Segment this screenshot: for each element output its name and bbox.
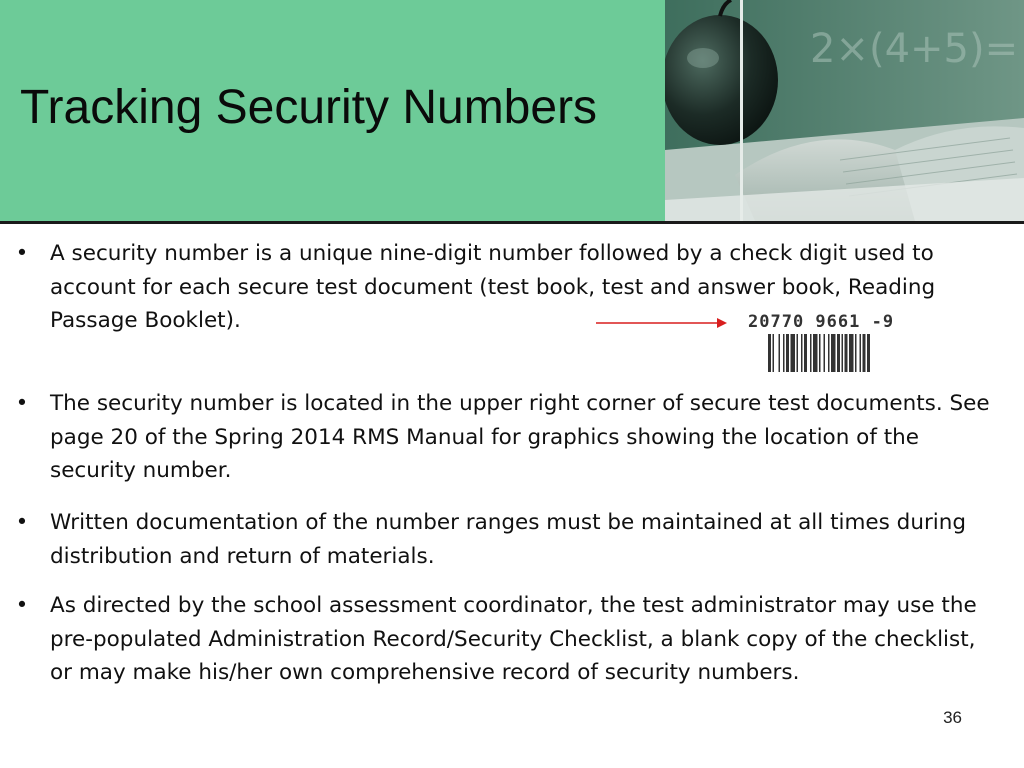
bullet-text: As directed by the school assessment coordinator, the test administrator may use the pre-populated Administration Record/Security Checklist, a blank copy of the checklist, or may make his/her own comprehensive record of security numbers. bbox=[50, 593, 977, 685]
barcode-bar bbox=[867, 334, 870, 372]
bullet-item-2 bbox=[15, 387, 990, 488]
bullet-item-3 bbox=[15, 506, 990, 573]
barcode-bar bbox=[828, 334, 830, 372]
bullet-text: The security number is located in the upper right corner of secure test documents. See page 20 of the Spring 2014 RMS Manual for graphics showing the location of the security number. bbox=[50, 391, 990, 483]
barcode-bar bbox=[863, 334, 866, 372]
barcode-bar bbox=[768, 334, 771, 372]
barcode-bar bbox=[860, 334, 862, 372]
barcode-bar bbox=[831, 334, 836, 372]
bullet-marker: • bbox=[15, 510, 29, 535]
svg-text:2×(4+5)=: 2×(4+5)= bbox=[810, 26, 1019, 72]
barcode-bar bbox=[773, 334, 775, 372]
barcode-bar bbox=[810, 334, 812, 372]
barcode-bar bbox=[819, 334, 821, 372]
barcode-bar bbox=[849, 334, 854, 372]
slide-title: Tracking Security Numbers bbox=[20, 81, 598, 134]
barcode-bar bbox=[813, 334, 818, 372]
page-number: 36 bbox=[943, 708, 962, 727]
bullet-marker: • bbox=[15, 593, 29, 618]
barcode-bars-graphic bbox=[768, 334, 910, 372]
bullet-marker: • bbox=[15, 241, 29, 266]
barcode-bar bbox=[797, 334, 799, 372]
barcode-bar bbox=[791, 334, 796, 372]
barcode-bar bbox=[801, 334, 803, 372]
arrow-right-icon bbox=[596, 315, 728, 331]
security-number-text: 20770 9661 -9 bbox=[748, 312, 895, 332]
bullet-text: A security number is a unique nine-digit number followed by a check digit used to account for each secure test document (test book, test and answer book, Reading Passage Booklet). bbox=[50, 241, 936, 333]
security-number-barcode bbox=[748, 312, 938, 374]
barcode-bar bbox=[842, 334, 844, 372]
barcode-bar bbox=[845, 334, 848, 372]
barcode-bar bbox=[779, 334, 781, 372]
barcode-bar bbox=[783, 334, 785, 372]
barcode-bar bbox=[824, 334, 826, 372]
bullet-text: Written documentation of the number ranges must be maintained at all times during distribution and return of materials. bbox=[50, 510, 967, 569]
barcode-bar bbox=[855, 334, 857, 372]
barcode-bar bbox=[804, 334, 807, 372]
barcode-bar bbox=[837, 334, 840, 372]
bullet-item-4 bbox=[15, 589, 990, 690]
bullet-marker: • bbox=[15, 391, 29, 416]
barcode-bar bbox=[786, 334, 789, 372]
